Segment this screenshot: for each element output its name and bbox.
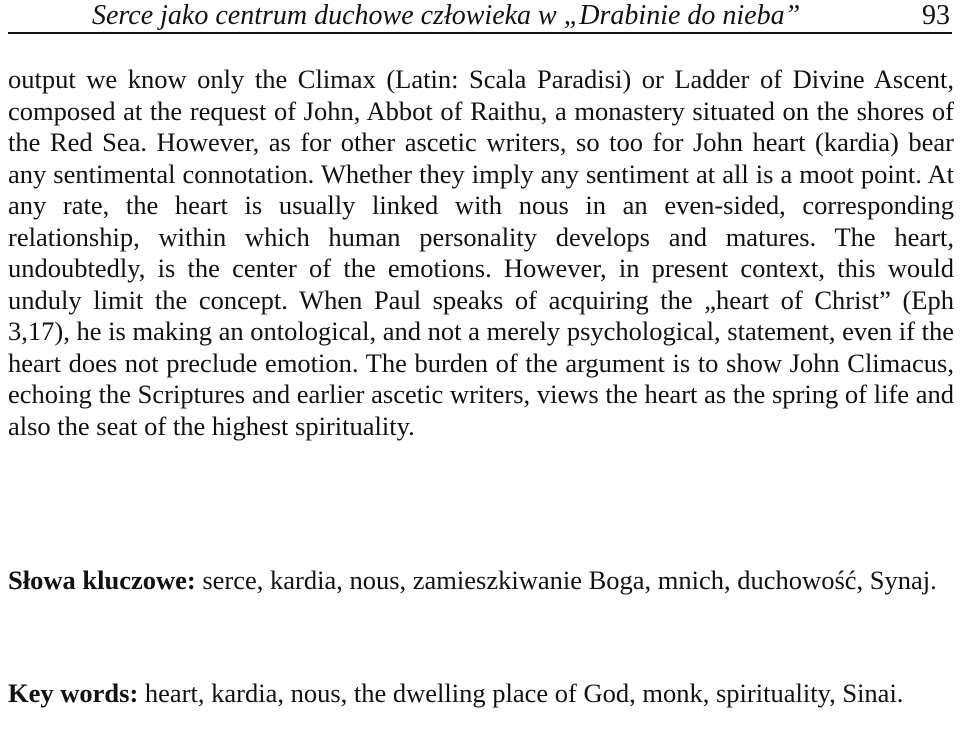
abstract-paragraph: output we know only the Climax (Latin: Scala Paradisi) or Ladder of Divine Ascent, composed at the request of John, Abbot of Raithu, a monastery situated on the shores of the Red Sea. However, as for other ascetic writers, so too for John heart (kardia) bear any sentimental connotation. Whether they imply any sentiment at all is a moot point. At any rate, the heart is usually linked with nous in an even-sided, corresponding relationship, within which human personality develops and matures. The heart, undoubtedly, is the center of the emotions. However, in present context, this would unduly limit the concept. When Paul speaks of acquiring the „heart of Christ” (Eph 3,17), he is making an ontological, and not a merely psychological, statement, even if the heart does not preclude emotion. The burden of the argument is to show John Climacus, echoing the Scriptures and earlier ascetic writers, views the heart as the spring of life and also the seat of the highest spirituality. [8,64,954,441]
keywords-polish [8,564,954,597]
page-number: 93 [922,0,950,31]
keywords-english-terms: heart, kardia, nous, the dwelling place of God, monk, spirituality, Sinai. [144,678,904,708]
running-title: Serce jako centrum duchowe człowieka w „Drabinie do nieba” [92,0,801,31]
keywords-english [8,677,954,710]
keywords-english-label: Key words: [8,678,139,708]
keywords-polish-label: Słowa kluczowe: [8,565,196,595]
running-header [8,0,952,34]
keywords-polish-terms: serce, kardia, nous, zamieszkiwanie Boga, mnich, duchowość, Synaj. [202,565,937,595]
